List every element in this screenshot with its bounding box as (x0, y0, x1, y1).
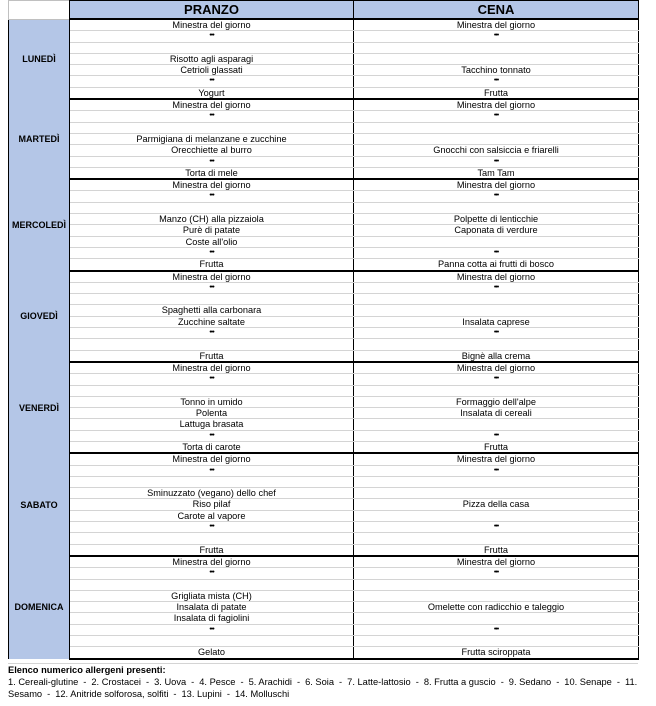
menu-row (9, 225, 639, 236)
dinner-dish: ••• (354, 76, 639, 87)
lunch-dish (70, 636, 354, 647)
menu-row (9, 522, 639, 533)
menu-row (9, 476, 639, 487)
menu-row (9, 499, 639, 510)
lunch-dish: ••• (70, 624, 354, 635)
menu-row (9, 214, 639, 225)
allergen-separator: - (500, 677, 504, 687)
lunch-dish: Minestra del giorno (70, 271, 354, 283)
dinner-dish: ••• (354, 374, 639, 385)
allergen-separator: - (616, 677, 620, 687)
allergen-list (8, 676, 638, 700)
menu-table (8, 0, 639, 660)
lunch-dish: Yogurt (70, 87, 354, 99)
menu-row (9, 202, 639, 213)
dinner-dish: Insalata di cereali (354, 408, 639, 419)
menu-row (9, 156, 639, 167)
dinner-dish (354, 202, 639, 213)
menu-row (9, 647, 639, 659)
allergen-separator: - (226, 689, 230, 699)
menu-row (9, 362, 639, 374)
dinner-dish (354, 533, 639, 544)
dinner-dish: Panna cotta ai frutti di bosco (354, 259, 639, 271)
allergen-separator: - (296, 677, 301, 687)
menu-row (9, 87, 639, 99)
lunch-dish (70, 385, 354, 396)
allergen-item: 12. Anitride solforosa, solfiti (55, 689, 169, 699)
lunch-dish (70, 579, 354, 590)
lunch-dish: Cetrioli glassati (70, 65, 354, 76)
dinner-dish: Polpette di lenticchie (354, 214, 639, 225)
lunch-dish: Minestra del giorno (70, 362, 354, 374)
menu-row (9, 99, 639, 111)
allergen-separator: - (47, 689, 51, 699)
allergen-item: 14. Molluschi (234, 689, 290, 699)
menu-row (9, 579, 639, 590)
allergen-separator: - (146, 677, 150, 687)
lunch-dish (70, 122, 354, 133)
dinner-dish: Gnocchi con salsiccia e friarelli (354, 145, 639, 156)
lunch-dish: Parmigiana di melanzane e zucchine (70, 133, 354, 144)
lunch-dish: Minestra del giorno (70, 99, 354, 111)
lunch-dish: ••• (70, 111, 354, 122)
menu-row (9, 145, 639, 156)
lunch-dish: ••• (70, 430, 354, 441)
lunch-dish: Polenta (70, 408, 354, 419)
menu-row (9, 122, 639, 133)
header-row (9, 1, 639, 20)
dinner-dish: Pizza della casa (354, 499, 639, 510)
lunch-dish: Insalata di fagiolini (70, 613, 354, 624)
menu-row (9, 191, 639, 202)
menu-row (9, 419, 639, 430)
lunch-dish: Frutta (70, 350, 354, 362)
lunch-dish: ••• (70, 374, 354, 385)
dinner-dish (354, 613, 639, 624)
allergen-item: 10. Senape (564, 677, 612, 687)
lunch-dish: Gelato (70, 647, 354, 659)
dinner-dish (354, 385, 639, 396)
menu-row (9, 556, 639, 568)
lunch-dish: Manzo (CH) alla pizzaiola (70, 214, 354, 225)
allergen-separator: - (240, 677, 244, 687)
lunch-dish: Lattuga brasata (70, 419, 354, 430)
lunch-dish: Carote al vapore (70, 510, 354, 521)
day-label: LUNEDÌ (9, 19, 70, 99)
dinner-dish (354, 236, 639, 247)
dinner-dish (354, 122, 639, 133)
allergen-item: 5. Arachidi (248, 677, 292, 687)
lunch-dish (70, 202, 354, 213)
allergen-item: 8. Frutta a guscio (423, 677, 496, 687)
dinner-dish: Minestra del giorno (354, 19, 639, 31)
allergen-separator: - (415, 677, 419, 687)
allergen-legend (8, 663, 638, 700)
dinner-dish: ••• (354, 31, 639, 42)
allergen-separator: - (83, 677, 87, 687)
dinner-dish: Frutta sciroppata (354, 647, 639, 659)
menu-body (9, 19, 639, 659)
menu-row (9, 453, 639, 465)
allergen-separator: - (173, 689, 177, 699)
menu-row (9, 613, 639, 624)
day-label: DOMENICA (9, 556, 70, 659)
menu-row (9, 408, 639, 419)
menu-row (9, 568, 639, 579)
lunch-dish: Purè di patate (70, 225, 354, 236)
lunch-dish: Minestra del giorno (70, 556, 354, 568)
menu-row (9, 441, 639, 453)
menu-row (9, 624, 639, 635)
menu-row (9, 396, 639, 407)
dinner-dish: Minestra del giorno (354, 99, 639, 111)
corner-cell (9, 1, 70, 20)
lunch-dish: Coste all'olio (70, 236, 354, 247)
lunch-dish: Frutta (70, 259, 354, 271)
lunch-dish (70, 42, 354, 53)
menu-row (9, 339, 639, 350)
dinner-dish: ••• (354, 111, 639, 122)
dinner-dish (354, 590, 639, 601)
dinner-dish (354, 339, 639, 350)
dinner-dish (354, 53, 639, 64)
lunch-dish (70, 339, 354, 350)
lunch-dish: ••• (70, 568, 354, 579)
lunch-dish: Sminuzzato (vegano) dello chef (70, 488, 354, 499)
menu-row (9, 65, 639, 76)
dinner-dish: Frutta (354, 544, 639, 556)
dinner-dish (354, 42, 639, 53)
allergen-item: 1. Cereali-glutine (8, 677, 79, 687)
lunch-dish: ••• (70, 282, 354, 293)
menu-row (9, 533, 639, 544)
lunch-dish: ••• (70, 247, 354, 258)
dinner-dish: ••• (354, 328, 639, 339)
menu-row (9, 259, 639, 271)
lunch-dish: Zucchine saltate (70, 316, 354, 327)
menu-row (9, 271, 639, 283)
lunch-dish: ••• (70, 76, 354, 87)
dinner-dish (354, 579, 639, 590)
allergen-separator: - (191, 677, 195, 687)
menu-row (9, 430, 639, 441)
dinner-dish (354, 510, 639, 521)
lunch-dish (70, 533, 354, 544)
menu-row (9, 111, 639, 122)
dinner-dish: Frutta (354, 441, 639, 453)
dinner-dish: Minestra del giorno (354, 453, 639, 465)
menu-row (9, 53, 639, 64)
lunch-dish: Tonno in umido (70, 396, 354, 407)
day-label: GIOVEDÌ (9, 271, 70, 362)
dinner-dish (354, 488, 639, 499)
menu-row (9, 350, 639, 362)
menu-row (9, 510, 639, 521)
menu-row (9, 31, 639, 42)
allergen-separator: - (556, 677, 560, 687)
lunch-dish: Minestra del giorno (70, 19, 354, 31)
allergen-item: 6. Soia (305, 677, 335, 687)
dinner-dish: ••• (354, 522, 639, 533)
menu-row (9, 294, 639, 305)
menu-row (9, 76, 639, 87)
lunch-dish: Spaghetti alla carbonara (70, 305, 354, 316)
dinner-dish: Bignè alla crema (354, 350, 639, 362)
menu-row (9, 328, 639, 339)
allergen-item: 13. Lupini (181, 689, 222, 699)
day-label: MARTEDÌ (9, 99, 70, 179)
dinner-header: CENA (354, 1, 639, 20)
lunch-dish: ••• (70, 31, 354, 42)
dinner-dish: Minestra del giorno (354, 271, 639, 283)
lunch-dish: Minestra del giorno (70, 179, 354, 191)
allergen-legend-title: Elenco numerico allergeni presenti: (8, 665, 166, 675)
lunch-dish: Torta di mele (70, 167, 354, 179)
lunch-dish: Riso pilaf (70, 499, 354, 510)
dinner-dish: Frutta (354, 87, 639, 99)
allergen-item: 11. Sesamo (8, 677, 638, 699)
menu-row (9, 179, 639, 191)
dinner-dish: ••• (354, 282, 639, 293)
dinner-dish: Omelette con radicchio e taleggio (354, 602, 639, 613)
lunch-header: PRANZO (70, 1, 354, 20)
dinner-dish: ••• (354, 568, 639, 579)
lunch-dish: ••• (70, 156, 354, 167)
lunch-dish: Frutta (70, 544, 354, 556)
day-label: VENERDÌ (9, 362, 70, 453)
menu-row (9, 42, 639, 53)
lunch-dish: Risotto agli asparagi (70, 53, 354, 64)
menu-row (9, 133, 639, 144)
lunch-dish: ••• (70, 522, 354, 533)
lunch-dish: Orecchiette al burro (70, 145, 354, 156)
dinner-dish: ••• (354, 465, 639, 476)
dinner-dish: ••• (354, 624, 639, 635)
allergen-item: 3. Uova (154, 677, 187, 687)
dinner-dish: Tam Tam (354, 167, 639, 179)
weekly-menu-sheet (8, 0, 638, 660)
menu-row (9, 282, 639, 293)
dinner-dish: Minestra del giorno (354, 362, 639, 374)
dinner-dish: Tacchino tonnato (354, 65, 639, 76)
dinner-dish (354, 305, 639, 316)
dinner-dish (354, 133, 639, 144)
lunch-dish (70, 294, 354, 305)
dinner-dish: ••• (354, 156, 639, 167)
menu-row (9, 374, 639, 385)
menu-row (9, 602, 639, 613)
dinner-dish: Minestra del giorno (354, 556, 639, 568)
menu-row (9, 236, 639, 247)
lunch-dish: ••• (70, 191, 354, 202)
menu-row (9, 465, 639, 476)
lunch-dish (70, 476, 354, 487)
menu-row (9, 636, 639, 647)
lunch-dish: Grigliata mista (CH) (70, 590, 354, 601)
dinner-dish (354, 636, 639, 647)
dinner-dish: Minestra del giorno (354, 179, 639, 191)
dinner-dish: Caponata di verdure (354, 225, 639, 236)
day-label: SABATO (9, 453, 70, 556)
lunch-dish: ••• (70, 328, 354, 339)
menu-row (9, 167, 639, 179)
menu-row (9, 385, 639, 396)
menu-row (9, 316, 639, 327)
dinner-dish: ••• (354, 191, 639, 202)
dinner-dish (354, 294, 639, 305)
allergen-item: 2. Crostacei (91, 677, 141, 687)
allergen-item: 7. Latte-lattosio (347, 677, 411, 687)
menu-row (9, 488, 639, 499)
dinner-dish: Formaggio dell'alpe (354, 396, 639, 407)
menu-row (9, 305, 639, 316)
lunch-dish: Minestra del giorno (70, 453, 354, 465)
dinner-dish (354, 419, 639, 430)
lunch-dish: Torta di carote (70, 441, 354, 453)
dinner-dish: Insalata caprese (354, 316, 639, 327)
day-label: MERCOLEDÌ (9, 179, 70, 270)
dinner-dish: ••• (354, 430, 639, 441)
menu-row (9, 544, 639, 556)
menu-row (9, 19, 639, 31)
lunch-dish: Insalata di patate (70, 602, 354, 613)
allergen-separator: - (339, 677, 343, 687)
menu-row (9, 247, 639, 258)
lunch-dish: ••• (70, 465, 354, 476)
allergen-item: 4. Pesce (199, 677, 236, 687)
menu-row (9, 590, 639, 601)
allergen-item: 9. Sedano (508, 677, 552, 687)
dinner-dish (354, 476, 639, 487)
dinner-dish: ••• (354, 247, 639, 258)
